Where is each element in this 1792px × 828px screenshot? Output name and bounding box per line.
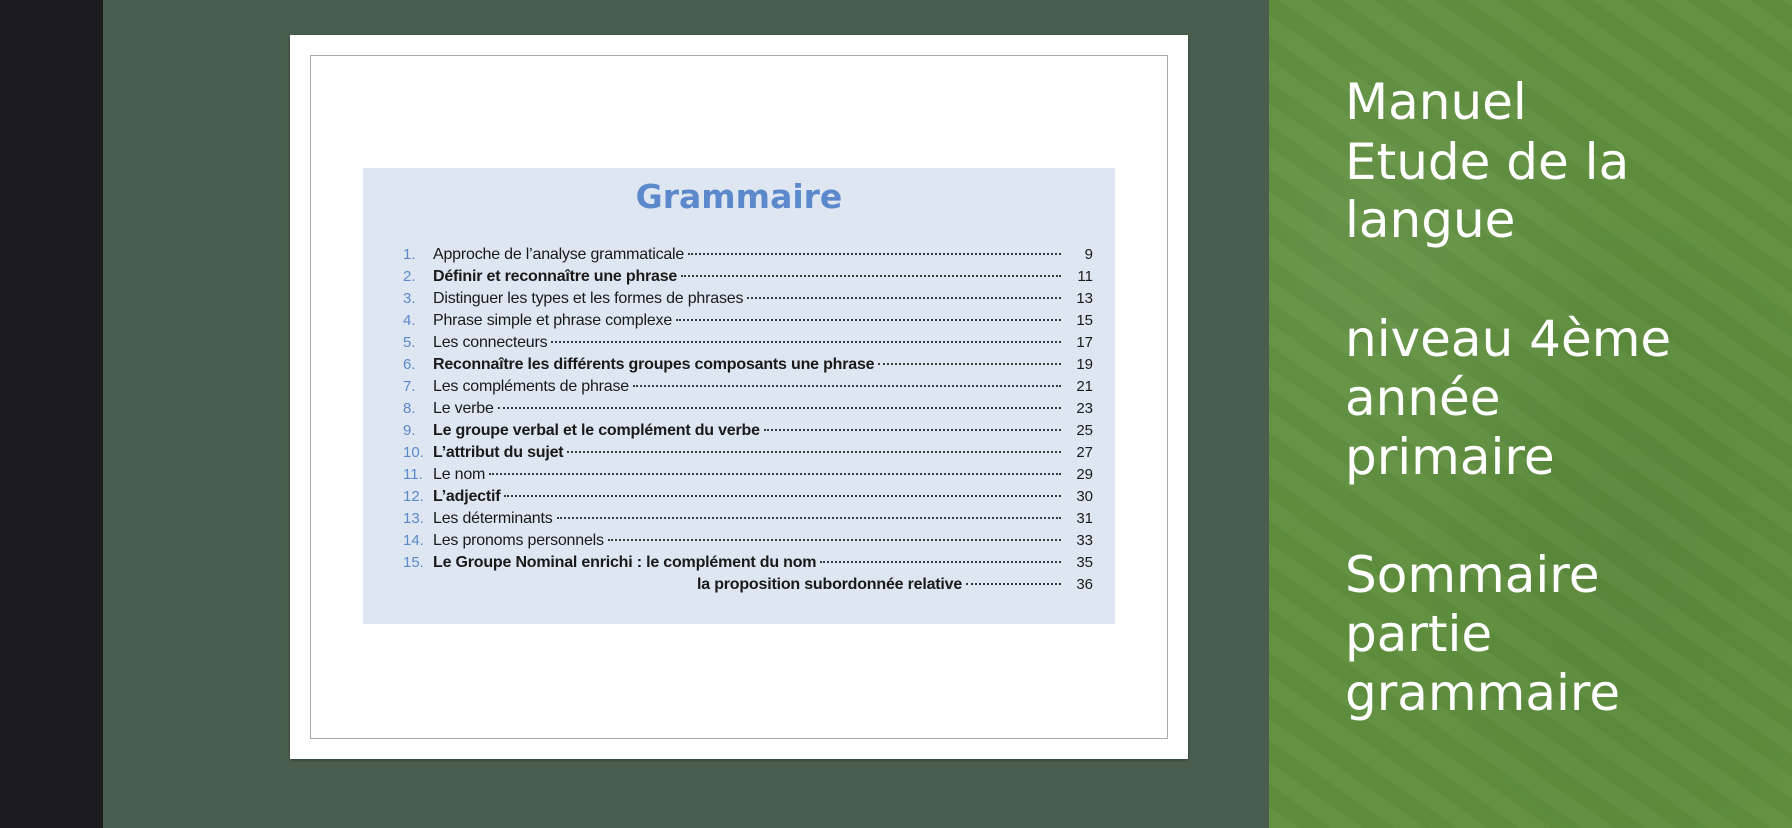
toc-entry [403, 442, 1093, 464]
toc-entry-number: 4. [403, 312, 416, 329]
toc-entry-number: 15. [403, 554, 424, 571]
toc-entry-label: Distinguer les types et les formes de phrases [433, 290, 744, 307]
slide-title-line: niveau 4ème [1345, 310, 1672, 368]
slide-title-line: langue [1345, 191, 1516, 249]
toc-entry-number: 6. [403, 356, 416, 373]
dot-leader [489, 473, 1061, 475]
toc-entry [403, 244, 1093, 266]
slide-title-line: partie [1345, 605, 1493, 663]
dot-leader [567, 451, 1061, 453]
dot-leader [966, 583, 1061, 585]
toc-entry-number: 11. [403, 466, 423, 483]
toc-entry [403, 530, 1093, 552]
toc-entry [403, 354, 1093, 376]
dot-leader [820, 561, 1061, 563]
toc-entry-page: 27 [1076, 444, 1093, 461]
dot-leader [747, 297, 1061, 299]
slide-title-line: Etude de la [1345, 133, 1630, 191]
toc-entry-number: 8. [403, 400, 416, 417]
toc-entry-number: 3. [403, 290, 416, 307]
toc-entry-label: Le Groupe Nominal enrichi : le complément du nom [433, 554, 817, 571]
toc-entry-number: 1. [403, 246, 416, 263]
toc-entry-page: 25 [1076, 422, 1093, 439]
toc-entry-page: 9 [1084, 246, 1093, 263]
slide-title-line: année [1345, 369, 1501, 427]
toc-entry-number: 13. [403, 510, 424, 527]
slide-title-line: Sommaire [1345, 546, 1600, 604]
toc-entry-page: 17 [1076, 334, 1093, 351]
toc-entry-page: 23 [1076, 400, 1093, 417]
toc-entry-page: 15 [1076, 312, 1093, 329]
dot-leader [557, 517, 1061, 519]
toc-entry-page: 11 [1077, 268, 1093, 285]
toc-entry-label: Le groupe verbal et le complément du verbe [433, 422, 760, 439]
toc-entry-label: Le verbe [433, 400, 494, 417]
toc-entry-number: 2. [403, 268, 416, 285]
toc-entry-number: 12. [403, 488, 424, 505]
dot-leader [504, 495, 1061, 497]
title-panel [1269, 0, 1792, 828]
toc-entry-number: 9. [403, 422, 416, 439]
toc-entry-label: Les compléments de phrase [433, 378, 630, 395]
toc-entry-label: Approche de l’analyse grammaticale [433, 246, 685, 263]
toc-entry [403, 508, 1093, 530]
dot-leader [764, 429, 1061, 431]
toc-entry-label: Reconnaître les différents groupes composants une phrase [433, 356, 875, 373]
table-of-contents [363, 168, 1115, 624]
toc-entry-page: 31 [1076, 510, 1093, 527]
dot-leader [551, 341, 1061, 343]
slide-title-line: primaire [1345, 428, 1555, 486]
toc-entry [403, 288, 1093, 310]
toc-entry-label: Le nom [433, 466, 486, 483]
toc-entry-number: 14. [403, 532, 424, 549]
toc-entry [403, 486, 1093, 508]
toc-entry-label: Phrase simple et phrase complexe [433, 312, 673, 329]
toc-entry-page: 19 [1076, 356, 1093, 373]
slide-title-line: Manuel [1345, 73, 1527, 131]
toc-entry-page: 21 [1076, 378, 1093, 395]
toc-entry-label: Les déterminants [433, 510, 553, 527]
toc-entry-page: 35 [1076, 554, 1093, 571]
dot-leader [878, 363, 1061, 365]
toc-list [403, 244, 1093, 596]
toc-entry [403, 574, 1093, 596]
dot-leader [633, 385, 1061, 387]
dot-leader [608, 539, 1061, 541]
toc-entry-number: 10. [403, 444, 424, 461]
toc-entry-number: 5. [403, 334, 416, 351]
toc-entry [403, 464, 1093, 486]
toc-entry [403, 332, 1093, 354]
toc-entry-label: L’attribut du sujet [433, 444, 564, 461]
toc-entry-label: la proposition subordonnée relative [697, 576, 963, 593]
toc-entry-page: 29 [1076, 466, 1093, 483]
dot-leader [681, 275, 1061, 277]
toc-entry [403, 420, 1093, 442]
toc-entry-number: 7. [403, 378, 416, 395]
document-page [290, 35, 1188, 759]
slide [103, 0, 1689, 828]
slide-title-line: grammaire [1345, 664, 1621, 722]
toc-entry-label: Les connecteurs [433, 334, 548, 351]
toc-title: Grammaire [635, 177, 843, 216]
dot-leader [498, 407, 1061, 409]
toc-entry-label: Définir et reconnaître une phrase [433, 268, 678, 285]
toc-entry-page: 36 [1076, 576, 1093, 593]
dot-leader [688, 253, 1061, 255]
toc-entry-label: Les pronoms personnels [433, 532, 604, 549]
toc-entry-page: 13 [1076, 290, 1093, 307]
toc-entry-page: 30 [1076, 488, 1093, 505]
dot-leader [676, 319, 1061, 321]
toc-entry [403, 376, 1093, 398]
toc-entry-label: L’adjectif [433, 488, 501, 505]
toc-entry [403, 310, 1093, 332]
toc-entry [403, 266, 1093, 288]
toc-entry [403, 398, 1093, 420]
toc-entry [403, 552, 1093, 574]
toc-entry-page: 33 [1076, 532, 1093, 549]
